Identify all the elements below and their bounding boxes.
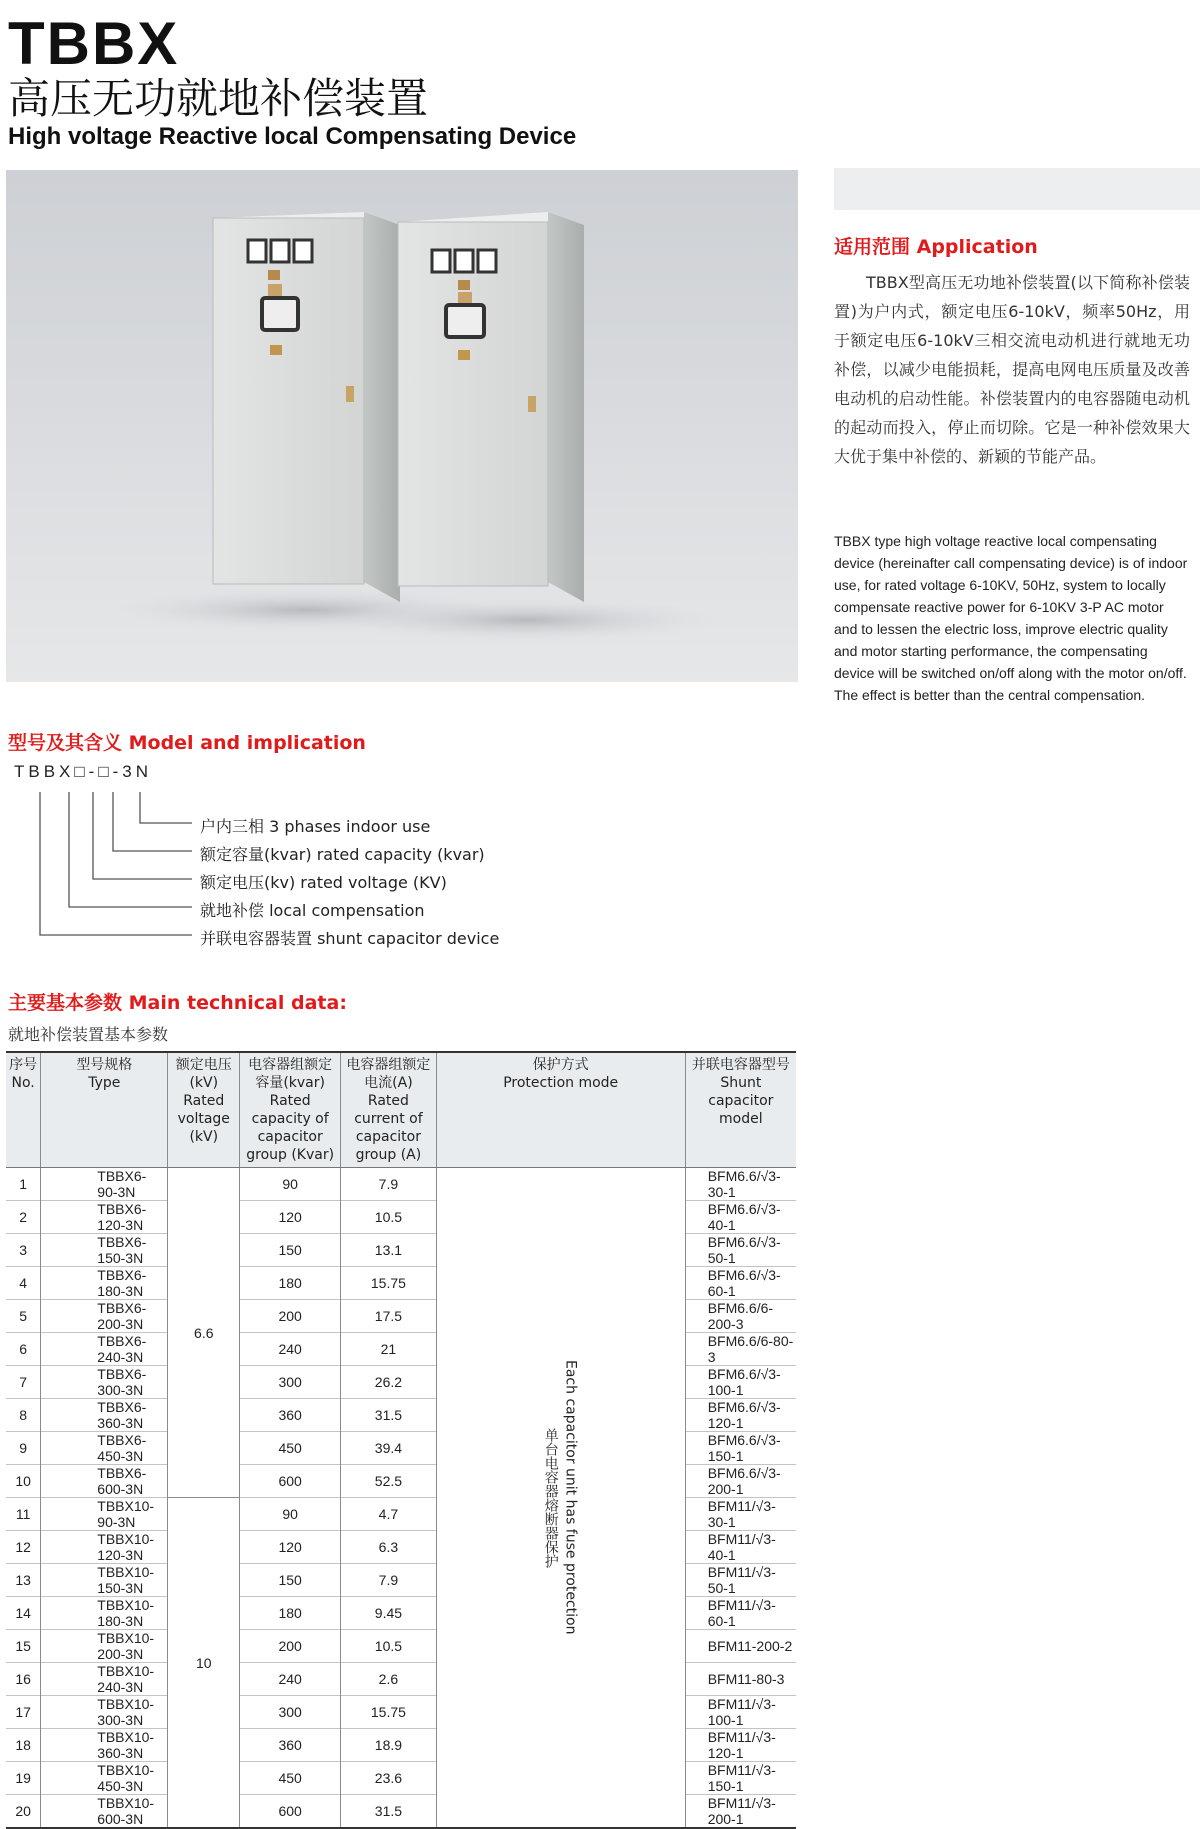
cell-current: 13.1 (341, 1234, 437, 1267)
cell-no: 14 (6, 1597, 41, 1630)
cell-no: 16 (6, 1663, 41, 1696)
cell-current: 31.5 (341, 1795, 437, 1829)
cell-capacity: 600 (240, 1795, 341, 1829)
cell-type: TBBX10-600-3N (41, 1795, 168, 1829)
cell-current: 52.5 (341, 1465, 437, 1498)
spec-table (6, 1051, 796, 1829)
cell-type: TBBX10-150-3N (41, 1564, 168, 1597)
legend-shunt-device: 并联电容器装置 shunt capacitor device (200, 929, 500, 948)
cell-no: 18 (6, 1729, 41, 1762)
cabinets-illustration (6, 170, 798, 682)
cell-capacity: 90 (240, 1168, 341, 1201)
header-voltage: 额定电压(kV) Rated voltage (kV) (168, 1052, 240, 1168)
cell-current: 15.75 (341, 1267, 437, 1300)
cell-shunt-model: BFM6.6/6-80-3 (685, 1333, 796, 1366)
header-capacity: 电容器组额定容量(kvar) Rated capacity of capacitor group (Kvar) (240, 1052, 341, 1168)
cell-current: 10.5 (341, 1201, 437, 1234)
cell-current: 39.4 (341, 1432, 437, 1465)
cell-no: 8 (6, 1399, 41, 1432)
cell-shunt-model: BFM11/√3-50-1 (685, 1564, 796, 1597)
cell-current: 6.3 (341, 1531, 437, 1564)
cell-no: 20 (6, 1795, 41, 1829)
model-legend-connectors (0, 780, 220, 950)
cell-type: TBBX10-90-3N (41, 1498, 168, 1531)
cell-no: 3 (6, 1234, 41, 1267)
cell-type: TBBX6-200-3N (41, 1300, 168, 1333)
header-no: 序号 No. (6, 1052, 41, 1168)
table-caption: 就地补偿装置基本参数 (8, 1025, 169, 1044)
cell-capacity: 600 (240, 1465, 341, 1498)
cell-current: 9.45 (341, 1597, 437, 1630)
cell-shunt-model: BFM6.6/√3-200-1 (685, 1465, 796, 1498)
cell-shunt-model: BFM6.6/√3-60-1 (685, 1267, 796, 1300)
cell-type: TBBX6-120-3N (41, 1201, 168, 1234)
cell-protection-mode (436, 1168, 685, 1829)
main-data-heading: 主要基本参数 Main technical data: (8, 992, 347, 1014)
cell-capacity: 360 (240, 1399, 341, 1432)
cell-no: 2 (6, 1201, 41, 1234)
cell-shunt-model: BFM11/√3-30-1 (685, 1498, 796, 1531)
cell-shunt-model: BFM6.6/6-200-3 (685, 1300, 796, 1333)
cell-capacity: 150 (240, 1564, 341, 1597)
cell-no: 15 (6, 1630, 41, 1663)
cell-current: 26.2 (341, 1366, 437, 1399)
cell-no: 11 (6, 1498, 41, 1531)
header-protection: 保护方式 Protection mode (436, 1052, 685, 1168)
cell-no: 19 (6, 1762, 41, 1795)
cell-current: 7.9 (341, 1168, 437, 1201)
cell-capacity: 240 (240, 1663, 341, 1696)
cell-shunt-model: BFM6.6/√3-120-1 (685, 1399, 796, 1432)
cell-type: TBBX6-300-3N (41, 1366, 168, 1399)
cell-shunt-model: BFM11/√3-60-1 (685, 1597, 796, 1630)
cell-capacity: 90 (240, 1498, 341, 1531)
cell-type: TBBX10-360-3N (41, 1729, 168, 1762)
cell-shunt-model: BFM11/√3-150-1 (685, 1762, 796, 1795)
cell-type: TBBX6-600-3N (41, 1465, 168, 1498)
application-heading: 适用范围 Application (834, 236, 1038, 258)
product-title-en: High voltage Reactive local Compensating Device (8, 123, 577, 150)
cell-capacity: 240 (240, 1333, 341, 1366)
cell-capacity: 120 (240, 1201, 341, 1234)
cell-current: 18.9 (341, 1729, 437, 1762)
cell-shunt-model: BFM11/√3-200-1 (685, 1795, 796, 1829)
product-code-title: TBBX (8, 10, 180, 77)
cell-type: TBBX10-300-3N (41, 1696, 168, 1729)
cell-capacity: 200 (240, 1300, 341, 1333)
cell-no: 1 (6, 1168, 41, 1201)
legend-indoor: 户内三相 3 phases indoor use (200, 817, 431, 836)
table-body (6, 1168, 796, 1829)
protection-text-cn: 单台电容器熔断器保护 (542, 1427, 559, 1568)
cell-current: 2.6 (341, 1663, 437, 1696)
cell-type: TBBX10-450-3N (41, 1762, 168, 1795)
cell-type: TBBX6-360-3N (41, 1399, 168, 1432)
cell-capacity: 300 (240, 1696, 341, 1729)
cell-current: 4.7 (341, 1498, 437, 1531)
cell-shunt-model: BFM6.6/√3-50-1 (685, 1234, 796, 1267)
header-shunt-model: 并联电容器型号 Shunt capacitor model (685, 1052, 796, 1168)
cell-no: 4 (6, 1267, 41, 1300)
cell-rated-voltage: 10 (168, 1498, 240, 1829)
decorative-band (834, 168, 1200, 210)
legend-voltage: 额定电压(kv) rated voltage (KV) (200, 873, 447, 892)
cell-shunt-model: BFM11/√3-40-1 (685, 1531, 796, 1564)
cell-shunt-model: BFM11-80-3 (685, 1663, 796, 1696)
cell-type: TBBX6-150-3N (41, 1234, 168, 1267)
cell-capacity: 180 (240, 1597, 341, 1630)
model-code: TBBX□-□-3N (14, 762, 152, 781)
cell-type: TBBX6-180-3N (41, 1267, 168, 1300)
cell-type: TBBX10-240-3N (41, 1663, 168, 1696)
protection-text-en: Each capacitor unit has fuse protection (562, 1360, 579, 1635)
cell-current: 31.5 (341, 1399, 437, 1432)
cell-shunt-model: BFM6.6/√3-100-1 (685, 1366, 796, 1399)
cell-shunt-model: BFM11/√3-100-1 (685, 1696, 796, 1729)
header-current: 电容器组额定电流(A) Rated current of capacitor group (A) (341, 1052, 437, 1168)
table-row (6, 1168, 796, 1201)
cell-capacity: 450 (240, 1762, 341, 1795)
application-text-cn: TBBX型高压无功地补偿装置(以下简称补偿装置)为户内式，额定电压6-10kV，频率50Hz，用于额定电压6-10kV三相交流电动机进行就地无功补偿，以减少电能损耗，提高电网电压质量及改善电动机的启动性能。补偿装置内的电容器随电动机的起动而投入，停止而切除。它是一种补偿效果大大优于集中补偿的、新颖的节能产品。 (834, 273, 1190, 466)
cell-capacity: 150 (240, 1234, 341, 1267)
cell-shunt-model: BFM6.6/√3-30-1 (685, 1168, 796, 1201)
header-type: 型号规格 Type (41, 1052, 168, 1168)
cell-capacity: 450 (240, 1432, 341, 1465)
cell-type: TBBX10-120-3N (41, 1531, 168, 1564)
cell-shunt-model: BFM11/√3-120-1 (685, 1729, 796, 1762)
cell-type: TBBX10-200-3N (41, 1630, 168, 1663)
cell-capacity: 200 (240, 1630, 341, 1663)
cell-no: 17 (6, 1696, 41, 1729)
product-title-cn: 高压无功就地补偿装置 (8, 74, 429, 123)
cell-type: TBBX6-90-3N (41, 1168, 168, 1201)
cell-capacity: 300 (240, 1366, 341, 1399)
cell-shunt-model: BFM6.6/√3-40-1 (685, 1201, 796, 1234)
cell-rated-voltage: 6.6 (168, 1168, 240, 1498)
model-heading: 型号及其含义 Model and implication (8, 732, 366, 754)
cell-shunt-model: BFM11-200-2 (685, 1630, 796, 1663)
cell-no: 9 (6, 1432, 41, 1465)
legend-capacity: 额定容量(kvar) rated capacity (kvar) (200, 845, 485, 864)
cell-capacity: 360 (240, 1729, 341, 1762)
cell-type: TBBX6-240-3N (41, 1333, 168, 1366)
cell-type: TBBX6-450-3N (41, 1432, 168, 1465)
cell-no: 7 (6, 1366, 41, 1399)
cell-current: 21 (341, 1333, 437, 1366)
cell-capacity: 180 (240, 1267, 341, 1300)
cabinet-left (213, 212, 400, 602)
cell-no: 12 (6, 1531, 41, 1564)
cell-current: 23.6 (341, 1762, 437, 1795)
application-text-en: TBBX type high voltage reactive local compensating device (hereinafter call compensating device) is of indoor use, for rated voltage 6-10KV, 50Hz, system to locally compensate reactive power for 6-10KV 3-P AC motor and to lessen the electric loss, improve electric quality and motor starting performance, the compensating device will be switched on/off along with the motor on/off. The effect is better than the central compensation. (834, 533, 1188, 703)
cabinet-right (398, 212, 584, 602)
cell-current: 17.5 (341, 1300, 437, 1333)
cell-capacity: 120 (240, 1531, 341, 1564)
cell-no: 10 (6, 1465, 41, 1498)
cell-no: 5 (6, 1300, 41, 1333)
cell-current: 15.75 (341, 1696, 437, 1729)
legend-local-compensation: 就地补偿 local compensation (200, 901, 425, 920)
product-photo (6, 170, 798, 682)
cell-current: 10.5 (341, 1630, 437, 1663)
cell-no: 6 (6, 1333, 41, 1366)
cell-no: 13 (6, 1564, 41, 1597)
cell-type: TBBX10-180-3N (41, 1597, 168, 1630)
cell-shunt-model: BFM6.6/√3-150-1 (685, 1432, 796, 1465)
table-header-row (6, 1052, 796, 1168)
cell-current: 7.9 (341, 1564, 437, 1597)
